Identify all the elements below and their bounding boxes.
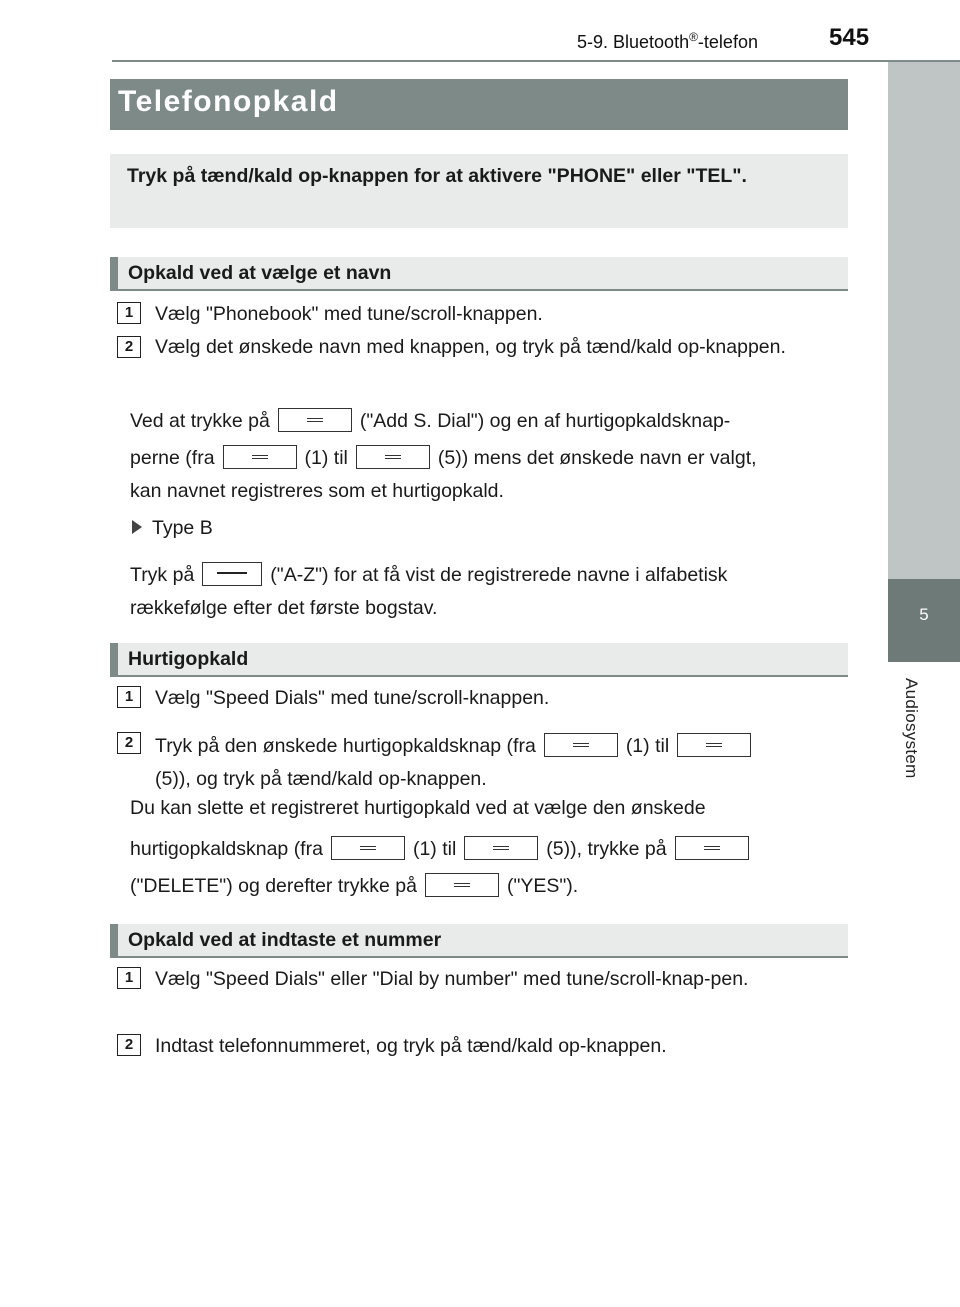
type-label: Type B [132, 517, 213, 540]
step-number: 2 [117, 336, 141, 358]
speed-dial-5-button-icon [356, 445, 430, 469]
section-heading: Opkald ved at indtaste et nummer [110, 924, 848, 958]
note-line: ("DELETE") og derefter trykke på ("YES"). [130, 875, 840, 899]
page-title-bar [110, 79, 848, 130]
add-speed-dial-button-icon [278, 408, 352, 432]
yes-button-icon [425, 873, 499, 897]
step-number: 1 [117, 967, 141, 989]
page-number: 545 [829, 24, 870, 51]
intro-text: Tryk på tænd/kald op-knappen for at aktivere "PHONE" eller "TEL". [127, 165, 747, 187]
note-line: kan navnet registreres som et hurtigopkald. [130, 480, 504, 502]
speed-dial-5-button-icon [677, 733, 751, 757]
step-text: Vælg "Speed Dials" med tune/scroll-knappen. [155, 687, 550, 709]
step-text: Indtast telefonnummeret, og tryk på tænd/kald op-knappen. [155, 1035, 667, 1057]
delete-button-icon [675, 836, 749, 860]
section-heading: Opkald ved at vælge et navn [110, 257, 848, 291]
chapter-tab: 5 [888, 579, 960, 662]
type-note-line: Tryk på ("A-Z") for at få vist de registrerede navne i alfabetisk [130, 564, 840, 588]
step-number: 2 [117, 732, 141, 754]
a-z-button-icon [202, 562, 262, 586]
triangle-bullet-icon [132, 520, 142, 534]
note-line: Ved at trykke på ("Add S. Dial") og en af hurtigopkaldsknap- [130, 410, 840, 434]
note-line: perne (fra (1) til (5)) mens det ønskede navn er valgt, [130, 447, 840, 471]
intro-box [110, 154, 848, 228]
running-header-section: 5-9. Bluetooth®-telefon [577, 30, 758, 52]
section-heading: Hurtigopkald [110, 643, 848, 677]
step-number: 1 [117, 302, 141, 324]
speed-dial-1-button-icon [331, 836, 405, 860]
header-rule [112, 60, 960, 62]
chapter-label: Audiosystem [902, 678, 921, 779]
side-tab-upper [888, 62, 960, 579]
step-text: Vælg "Phonebook" med tune/scroll-knappen. [155, 303, 543, 325]
step-text: (5)), og tryk på tænd/kald op-knappen. [155, 768, 487, 790]
step-text: Vælg "Speed Dials" eller "Dial by number" med tune/scroll-knap-pen. [155, 968, 749, 990]
step-text: Vælg det ønskede navn med knappen, og tryk på tænd/kald op-knappen. [155, 336, 786, 358]
step-text: Tryk på den ønskede hurtigopkaldsknap (fra (1) til [155, 730, 840, 762]
note-line: hurtigopkaldsknap (fra (1) til (5)), trykke på [130, 838, 840, 862]
speed-dial-5-button-icon [464, 836, 538, 860]
step-number: 1 [117, 686, 141, 708]
speed-dial-1-button-icon [223, 445, 297, 469]
step-number: 2 [117, 1034, 141, 1056]
type-note-line: rækkefølge efter det første bogstav. [130, 597, 438, 619]
speed-dial-1-button-icon [544, 733, 618, 757]
note-line: Du kan slette et registreret hurtigopkald ved at vælge den ønskede [130, 797, 706, 819]
page-title: Telefonopkald [118, 85, 339, 118]
